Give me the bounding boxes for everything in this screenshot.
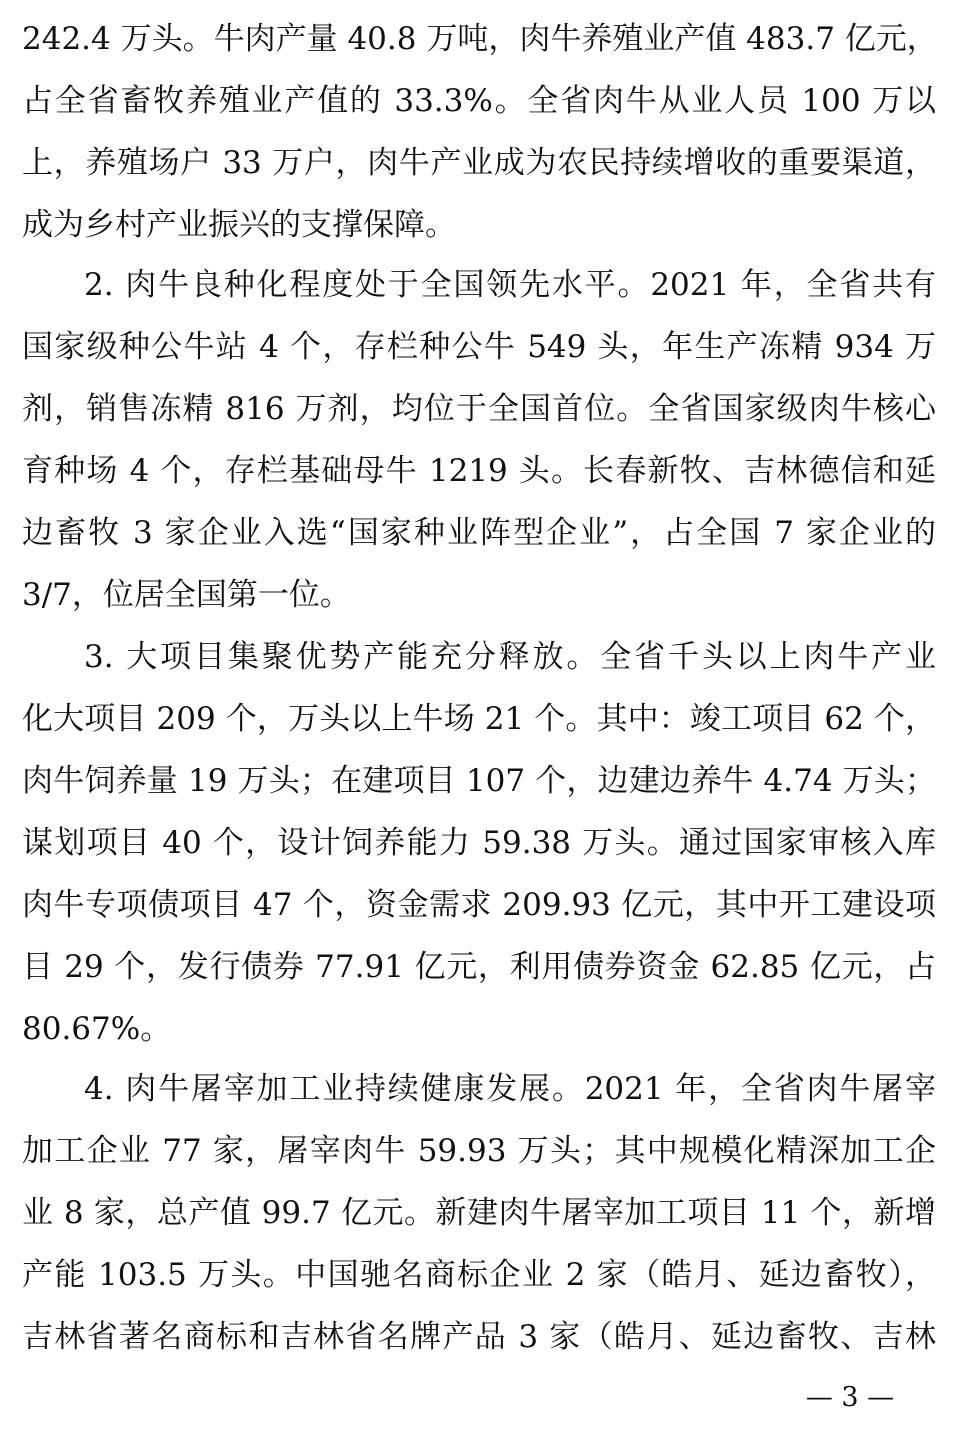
- paragraph-heading-line: 4. 肉牛屠宰加工业持续健康发展。2021 年，全省肉牛屠宰: [84, 1071, 936, 1107]
- text-line: 谋划项目 40 个，设计饲养能力 59.38 万头。通过国家审核入库: [22, 825, 936, 861]
- text-line: 成为乡村产业振兴的支撑保障。: [22, 207, 456, 243]
- text-line: 242.4 万头。牛肉产量 40.8 万吨，肉牛养殖业产值 483.7 亿元，: [22, 21, 938, 57]
- text-line: 国家级种公牛站 4 个，存栏种公牛 549 头，年生产冻精 934 万: [22, 329, 936, 365]
- text-line: 育种场 4 个，存栏基础母牛 1219 头。长春新牧、吉林德信和延: [22, 453, 936, 489]
- text-line: 3/7，位居全国第一位。: [22, 577, 351, 613]
- text-line: 加工企业 77 家，屠宰肉牛 59.93 万头；其中规模化精深加工企: [22, 1133, 936, 1169]
- text-line: 占全省畜牧养殖业产值的 33.3%。全省肉牛从业人员 100 万以: [22, 83, 936, 119]
- text-line: 肉牛饲养量 19 万头；在建项目 107 个，边建边养牛 4.74 万头；: [22, 763, 936, 799]
- paragraph-heading-line: 2. 肉牛良种化程度处于全国领先水平。2021 年，全省共有: [84, 267, 936, 303]
- text-line: 肉牛专项债项目 47 个，资金需求 209.93 亿元，其中开工建设项: [22, 887, 936, 923]
- text-line: 剂，销售冻精 816 万剂，均位于全国首位。全省国家级肉牛核心: [22, 391, 936, 427]
- text-line: 上，养殖场户 33 万户，肉牛产业成为农民持续增收的重要渠道，: [22, 145, 936, 181]
- page-number: — 3 —: [805, 1382, 895, 1413]
- text-line: 吉林省著名商标和吉林省名牌产品 3 家（皓月、延边畜牧、吉林: [22, 1319, 936, 1355]
- text-line: 产能 103.5 万头。中国驰名商标企业 2 家（皓月、延边畜牧），: [22, 1257, 936, 1293]
- text-line: 80.67%。: [22, 1011, 172, 1047]
- text-line: 业 8 家，总产值 99.7 亿元。新建肉牛屠宰加工项目 11 个，新增: [22, 1195, 936, 1231]
- text-line: 化大项目 209 个，万头以上牛场 21 个。其中：竣工项目 62 个，: [22, 701, 936, 737]
- paragraph-heading-line: 3. 大项目集聚优势产能充分释放。全省千头以上肉牛产业: [84, 639, 936, 675]
- text-line: 边畜牧 3 家企业入选“国家种业阵型企业”，占全国 7 家企业的: [22, 515, 936, 551]
- text-line: 目 29 个，发行债券 77.91 亿元，利用债券资金 62.85 亿元，占: [22, 949, 936, 985]
